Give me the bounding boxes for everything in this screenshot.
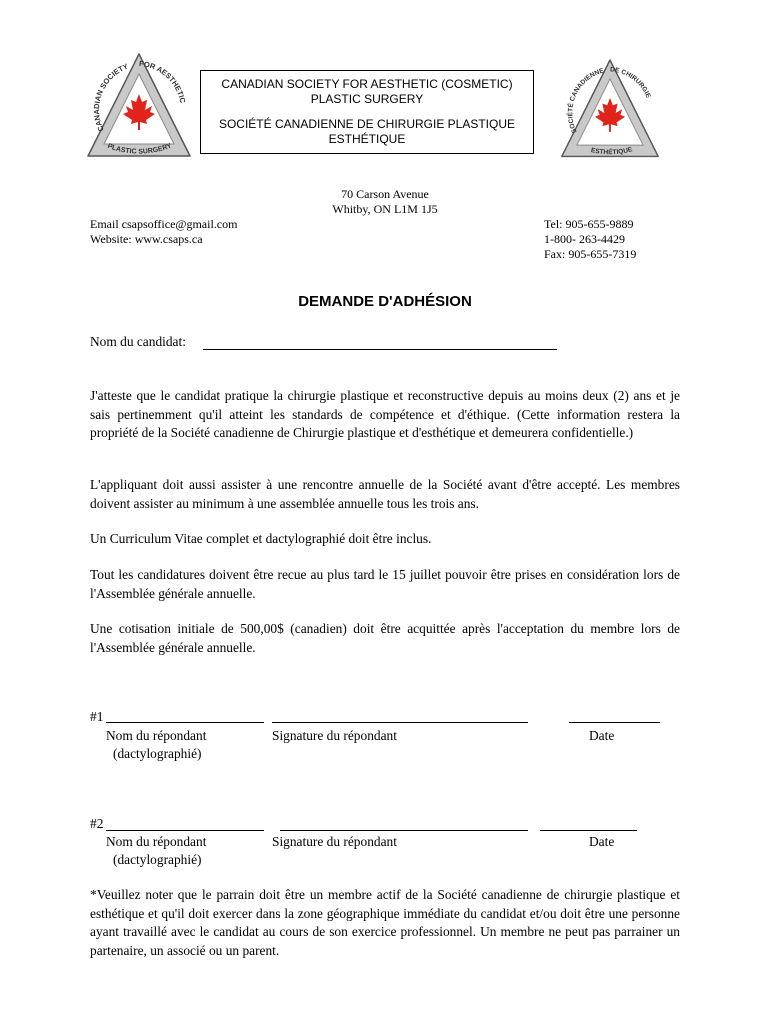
sponsor2-name-field[interactable] [106, 830, 264, 831]
candidate-label: Nom du candidat: [90, 334, 186, 349]
sponsor-note-paragraph: *Veuillez noter que le parrain doit être un membre actif de la Société canadienne de chirurgie plastique et esthétique et qu'il doit exercer dans la zone géographique immédiate du candidat et/ou doit être une personne ayant travaillé avec le candidat au cours de son exercice professionnel. Un membre ne peut pas parrainer un partenaire, un associé ou un parent. [90, 887, 680, 958]
address-street: 70 Carson Avenue [341, 187, 429, 201]
attestation-paragraph: J'atteste que le candidat pratique la chirurgie plastique et reconstructive depuis au moins deux (2) ans et je sais pertinemment qu'il atteint les standards de compétence et d'éthique. (Cette information restera la propriété de la Société canadienne de Chirurgie plastique et d'esthétique et demeurera confidentielle.) [90, 388, 680, 441]
sponsor2-signature-label: Signature du répondant [272, 834, 397, 849]
attendance-paragraph: L'appliquant doit aussi assister à une rencontre annuelle de la Société avant d'être accepté. Les membres doivent assister au minimum à une assemblée annuelle tous les trois ans. [90, 477, 680, 511]
address-city: Whitby, ON L1M 1J5 [332, 202, 438, 216]
contact-web-block [90, 217, 237, 247]
sponsor1-date-field[interactable] [569, 722, 660, 723]
logo-ring-text-left: CANADIAN SOCIETY [92, 61, 130, 133]
logo-ring-text-bottom: PLASTIC SURGERY [106, 142, 173, 156]
sponsor1-signature-label: Signature du répondant [272, 728, 397, 743]
fee-paragraph: Une cotisation initiale de 500,00$ (canadien) doit être acquittée après l'acceptation du membre lors de l'Assemblée générale annuelle. [90, 621, 680, 655]
candidate-name-field[interactable] [203, 349, 557, 350]
logo-ring-text-right: DE CHIRURGIE [609, 66, 652, 100]
sponsor2-signature-field[interactable] [280, 830, 528, 831]
logo-ring-text-left: SOCIÉTÉ CANADIENNE [567, 67, 605, 135]
sponsor2-date-label: Date [589, 834, 615, 849]
title-en-line1: CANADIAN SOCIETY FOR AESTHETIC (COSMETIC) [221, 77, 513, 91]
tollfree-line: 1-800- 263-4429 [544, 232, 625, 246]
contact-phone-block [544, 217, 636, 262]
sponsor1-name-label: Nom du répondant [106, 728, 207, 743]
sponsor1-signature-field[interactable] [272, 722, 528, 723]
fax-line: Fax: 905-655-7319 [544, 247, 637, 261]
email-line: Email csapsoffice@gmail.com [90, 217, 238, 231]
sponsor2-date-field[interactable] [540, 830, 637, 831]
website-line: Website: www.csaps.ca [90, 232, 203, 246]
sponsor2-name-sub: (dactylographié) [113, 852, 202, 867]
sponsor1-number: #1 [90, 709, 104, 724]
page-title: DEMANDE D'ADHÉSION [298, 293, 472, 310]
logo-ring-text-right: FOR AESTHETIC [138, 58, 188, 104]
sponsor1-name-field[interactable] [106, 722, 264, 723]
deadline-paragraph: Tout les candidatures doivent être recue au plus tard le 15 juillet pouvoir être prises en considération lors de l'Assemblée générale annuelle. [90, 567, 680, 601]
cv-paragraph: Un Curriculum Vitae complet et dactylographié doit être inclus. [90, 531, 432, 546]
title-fr-line1: SOCIÉTÉ CANADIENNE DE CHIRURGIE PLASTIQUE [218, 117, 516, 131]
csaps-logo-french [558, 56, 662, 168]
logo-ring-text-bottom: ESTHÉTIQUE [590, 146, 634, 157]
address-block [300, 187, 470, 217]
sponsor1-name-sub: (dactylographié) [113, 746, 202, 761]
title-fr-line2: ESTHÉTIQUE [328, 132, 406, 146]
sponsor2-number: #2 [90, 816, 104, 831]
sponsor2-name-label: Nom du répondant [106, 834, 207, 849]
tel-line: Tel: 905-655-9889 [544, 217, 634, 231]
society-title-box [200, 70, 534, 154]
sponsor1-date-label: Date [589, 728, 615, 743]
csaps-logo-english [84, 50, 194, 168]
title-en-line2: PLASTIC SURGERY [310, 92, 424, 106]
